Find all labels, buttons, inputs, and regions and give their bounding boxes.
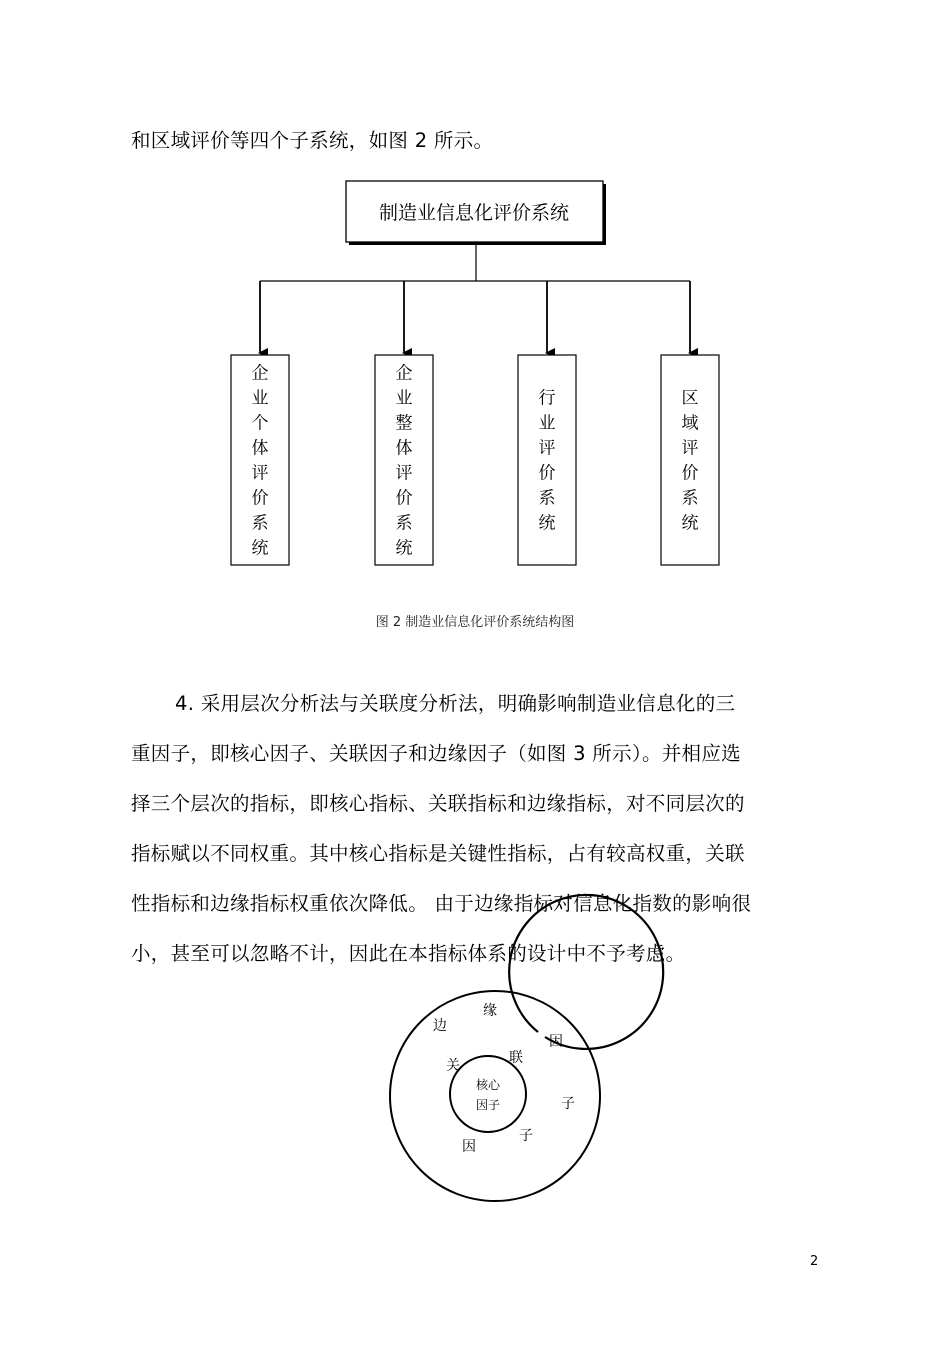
child-box-char: 整 <box>395 413 413 434</box>
page-number: 2 <box>810 1254 819 1269</box>
child-box-char: 评 <box>251 463 269 484</box>
child-box-char: 评 <box>395 463 413 484</box>
child-box-char: 系 <box>395 513 413 534</box>
child-box-char: 体 <box>251 438 269 459</box>
child-box-char: 企 <box>395 363 413 384</box>
child-box-char: 业 <box>538 413 556 434</box>
paragraph-line: 和区域评价等四个子系统，如图 2 所示。 <box>131 129 494 152</box>
outer-char: 边 <box>433 1018 447 1034</box>
middle-char: 联 <box>509 1050 523 1066</box>
child-labels <box>252 364 699 559</box>
child-box-char: 系 <box>251 513 269 534</box>
child-box-char: 业 <box>395 388 413 409</box>
child-box-char: 统 <box>251 538 269 559</box>
child-box-char: 企 <box>251 363 269 384</box>
child-box-char: 系 <box>681 488 699 509</box>
child-box-4 <box>661 355 719 565</box>
paragraph-line: 4. 采用层次分析法与关联度分析法，明确影响制造业信息化的三 <box>175 692 736 715</box>
child-box-char: 统 <box>395 538 413 559</box>
child-box-char: 评 <box>538 438 556 459</box>
paragraph-line: 小，甚至可以忽略不计，因此在本指标体系的设计中不予考虑。 <box>131 942 686 965</box>
child-box-char: 评 <box>681 438 699 459</box>
child-box-char: 价 <box>395 488 413 509</box>
child-box-char: 统 <box>681 513 699 534</box>
child-box-char: 价 <box>251 488 269 509</box>
child-box-char: 统 <box>538 513 556 534</box>
child-box-2 <box>375 355 433 565</box>
root-label: 制造业信息化评价系统 <box>378 202 570 224</box>
child-box-char: 域 <box>681 413 699 434</box>
core-circle <box>450 1056 526 1132</box>
core-label-line2: 因子 <box>475 1098 501 1112</box>
middle-char: 关 <box>446 1058 460 1074</box>
figure-2-caption: 图 2 制造业信息化评价系统结构图 <box>375 615 575 630</box>
child-box-char: 行 <box>538 388 556 409</box>
outer-char: 因 <box>549 1034 563 1050</box>
child-box-char: 系 <box>538 488 556 509</box>
child-box-char: 业 <box>251 388 269 409</box>
child-box-char: 体 <box>395 438 413 459</box>
middle-circle <box>509 895 663 1049</box>
child-box-3 <box>518 355 576 565</box>
child-box-char: 价 <box>681 463 699 484</box>
paragraph-line: 性指标和边缘指标权重依次降低。 由于边缘指标对信息化指数的影响很 <box>131 892 752 915</box>
middle-char: 因 <box>462 1139 476 1155</box>
child-box-char: 个 <box>251 413 269 434</box>
outer-char: 子 <box>561 1096 575 1112</box>
outer-char: 缘 <box>483 1003 497 1019</box>
child-boxes <box>231 355 719 565</box>
paragraph-line: 重因子，即核心因子、关联因子和边缘因子（如图 3 所示）。并相应选 <box>131 742 741 765</box>
child-box-char: 价 <box>538 463 556 484</box>
figure-3-diagram <box>390 895 663 1201</box>
child-box-1 <box>231 355 289 565</box>
child-box-char: 区 <box>681 388 699 409</box>
paragraph-line: 择三个层次的指标，即核心指标、关联指标和边缘指标，对不同层次的 <box>131 792 745 815</box>
core-label-line1: 核心 <box>475 1078 501 1092</box>
middle-char: 子 <box>519 1128 533 1144</box>
paragraph-line: 指标赋以不同权重。其中核心指标是关键性指标，占有较高权重，关联 <box>131 842 745 865</box>
